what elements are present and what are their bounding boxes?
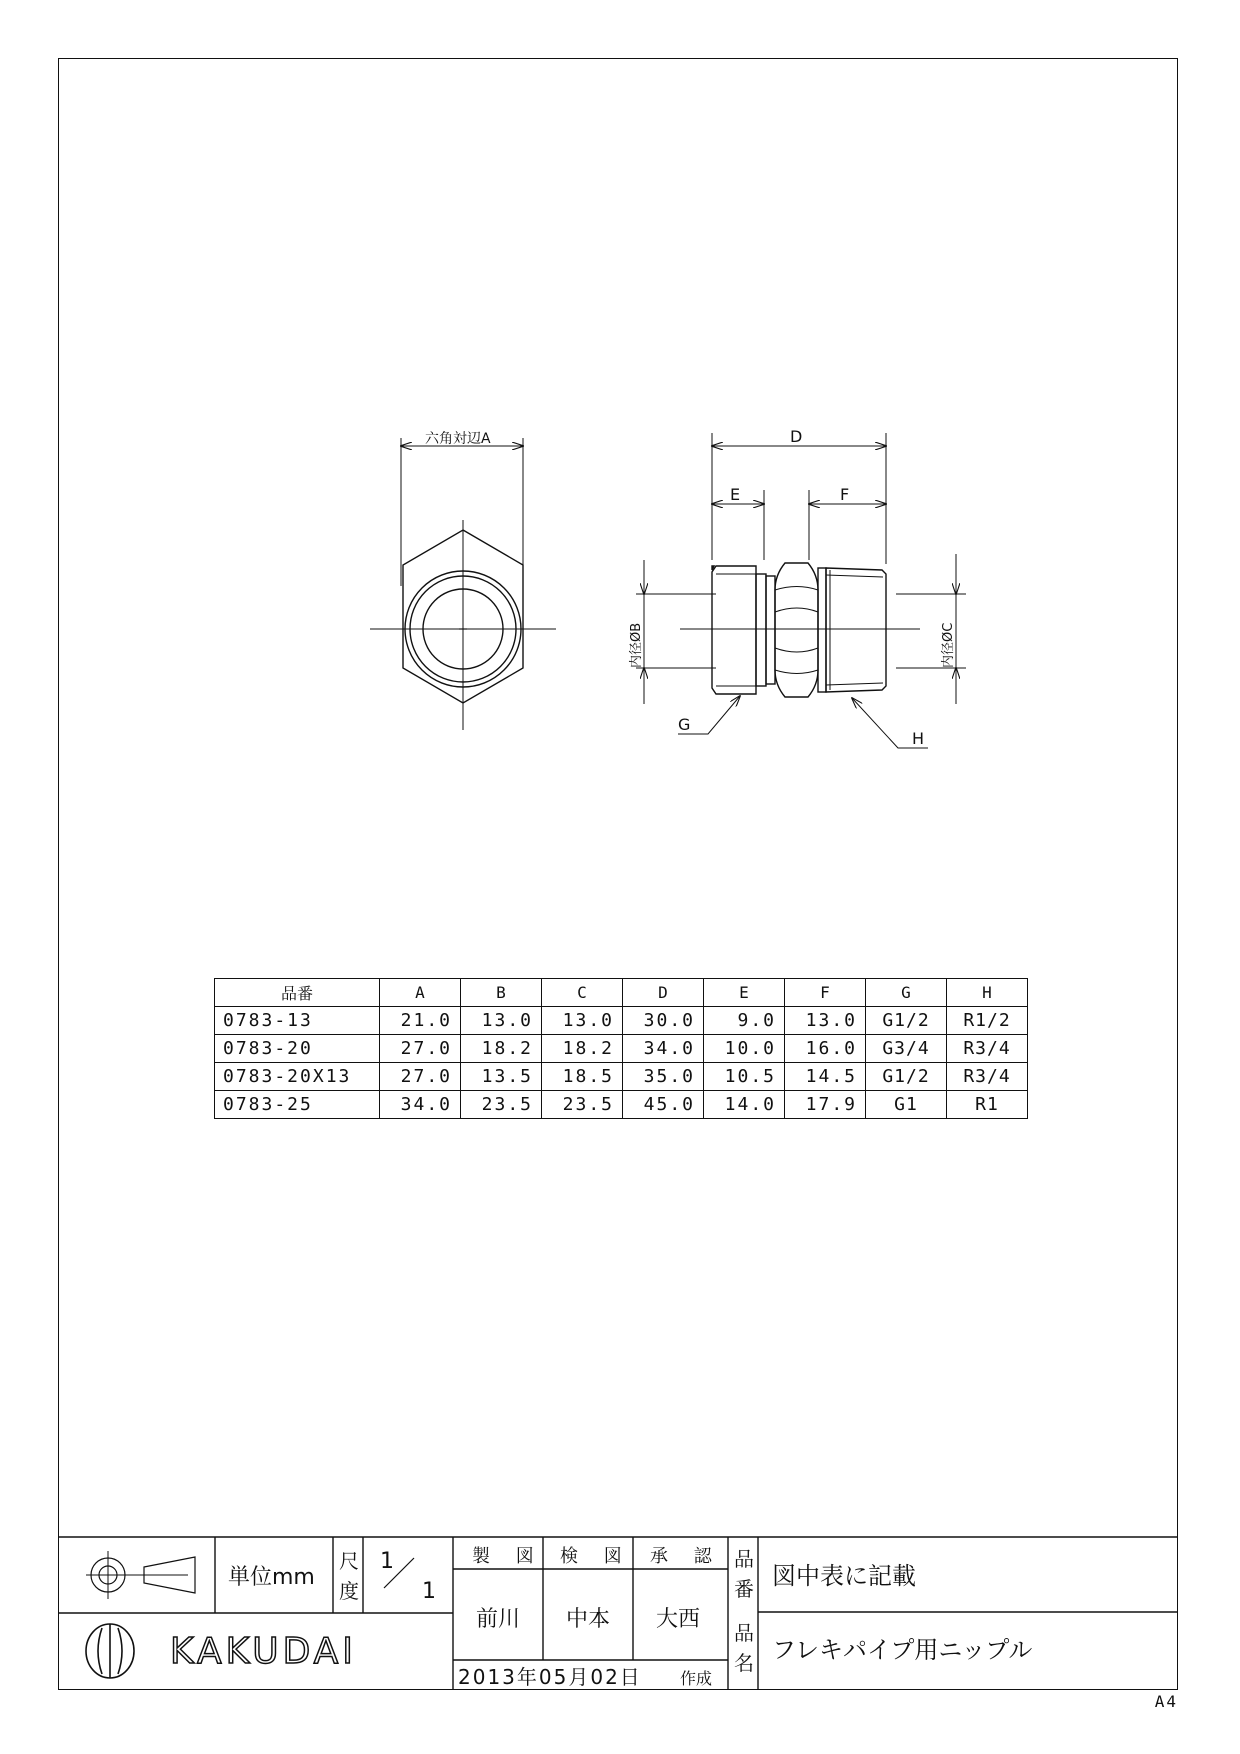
cell-e: 10.5 — [704, 1063, 785, 1091]
cell-c: 23.5 — [542, 1091, 623, 1119]
label-d: D — [790, 427, 803, 446]
cell-a: 27.0 — [380, 1035, 461, 1063]
cell-a: 27.0 — [380, 1063, 461, 1091]
checked-label: 検 図 — [560, 1546, 632, 1567]
cell-f: 14.5 — [785, 1063, 866, 1091]
checked-by: 中本 — [566, 1607, 611, 1632]
cell-b: 23.5 — [461, 1091, 542, 1119]
cell-c: 18.5 — [542, 1063, 623, 1091]
scale-label-bottom: 度 — [339, 1579, 359, 1603]
table-row — [215, 1063, 1028, 1091]
cell-a: 34.0 — [380, 1091, 461, 1119]
title-block — [58, 1536, 1178, 1690]
kakudai-logo-icon — [86, 1624, 134, 1678]
cell-g: G3/4 — [866, 1035, 947, 1063]
spec-table-header — [215, 979, 1028, 1007]
cell-h: R3/4 — [947, 1035, 1028, 1063]
cell-f: 13.0 — [785, 1007, 866, 1035]
scale-label-top: 尺 — [339, 1549, 359, 1573]
cell-part-number: 0783-13 — [215, 1007, 380, 1035]
drawn-label: 製 図 — [472, 1546, 544, 1567]
front-view — [370, 438, 556, 730]
cell-b: 13.0 — [461, 1007, 542, 1035]
table-row — [215, 1035, 1028, 1063]
cell-d: 30.0 — [623, 1007, 704, 1035]
cell-d: 34.0 — [623, 1035, 704, 1063]
cell-b: 18.2 — [461, 1035, 542, 1063]
cell-d: 35.0 — [623, 1063, 704, 1091]
header-h: H — [947, 979, 1028, 1007]
approved-label: 承 認 — [650, 1546, 722, 1567]
scale-denominator: 1 — [422, 1579, 436, 1604]
created-label: 作成 — [680, 1669, 713, 1688]
cell-c: 13.0 — [542, 1007, 623, 1035]
cell-f: 16.0 — [785, 1035, 866, 1063]
header-f: F — [785, 979, 866, 1007]
header-b: B — [461, 979, 542, 1007]
spec-table — [214, 978, 1028, 1119]
company-wordmark: KAKUDAI — [170, 1631, 357, 1672]
header-g: G — [866, 979, 947, 1007]
cell-h: R1 — [947, 1091, 1028, 1119]
part-name-label-bottom: 名 — [734, 1651, 754, 1675]
right-thread-body — [826, 568, 886, 692]
label-f: F — [840, 485, 850, 504]
part-number-label-bottom: 番 — [734, 1577, 754, 1601]
part-number-label-top: 品 — [734, 1547, 754, 1571]
unit-label: 単位mm — [228, 1565, 315, 1590]
part-number-value: 図中表に記載 — [772, 1562, 916, 1590]
third-angle-projection-icon — [86, 1551, 195, 1599]
header-d: D — [623, 979, 704, 1007]
header-a: A — [380, 979, 461, 1007]
side-view — [636, 433, 966, 748]
cell-g: G1/2 — [866, 1007, 947, 1035]
header-e: E — [704, 979, 785, 1007]
cell-h: R3/4 — [947, 1063, 1028, 1091]
cell-a: 21.0 — [380, 1007, 461, 1035]
cell-d: 45.0 — [623, 1091, 704, 1119]
header-c: C — [542, 979, 623, 1007]
part-name-label-top: 品 — [734, 1621, 754, 1645]
cell-e: 9.0 — [704, 1007, 785, 1035]
cell-e: 10.0 — [704, 1035, 785, 1063]
cell-g: G1 — [866, 1091, 947, 1119]
cell-part-number: 0783-20X13 — [215, 1063, 380, 1091]
cell-part-number: 0783-25 — [215, 1091, 380, 1119]
creation-date: 2013年05月02日 — [458, 1665, 642, 1689]
drawn-by: 前川 — [476, 1607, 521, 1632]
part-name-value: フレキパイプ用ニップル — [772, 1636, 1033, 1664]
label-hex-across-flats: 六角対辺A — [425, 431, 491, 447]
hex-nut — [775, 563, 818, 697]
cell-b: 13.5 — [461, 1063, 542, 1091]
table-row — [215, 1007, 1028, 1035]
label-bore-b: 内径ØB — [629, 622, 644, 668]
label-h: H — [912, 729, 925, 748]
cell-h: R1/2 — [947, 1007, 1028, 1035]
label-g: G — [678, 715, 691, 734]
sheet-size: A4 — [1154, 1692, 1178, 1711]
cell-e: 14.0 — [704, 1091, 785, 1119]
cell-part-number: 0783-20 — [215, 1035, 380, 1063]
label-bore-c: 内径ØC — [941, 622, 956, 668]
scale-numerator: 1 — [380, 1549, 394, 1574]
approved-by: 大西 — [656, 1607, 701, 1632]
cell-c: 18.2 — [542, 1035, 623, 1063]
header-part-number: 品番 — [215, 979, 380, 1007]
cell-f: 17.9 — [785, 1091, 866, 1119]
table-row — [215, 1091, 1028, 1119]
cell-g: G1/2 — [866, 1063, 947, 1091]
label-e: E — [730, 485, 741, 504]
